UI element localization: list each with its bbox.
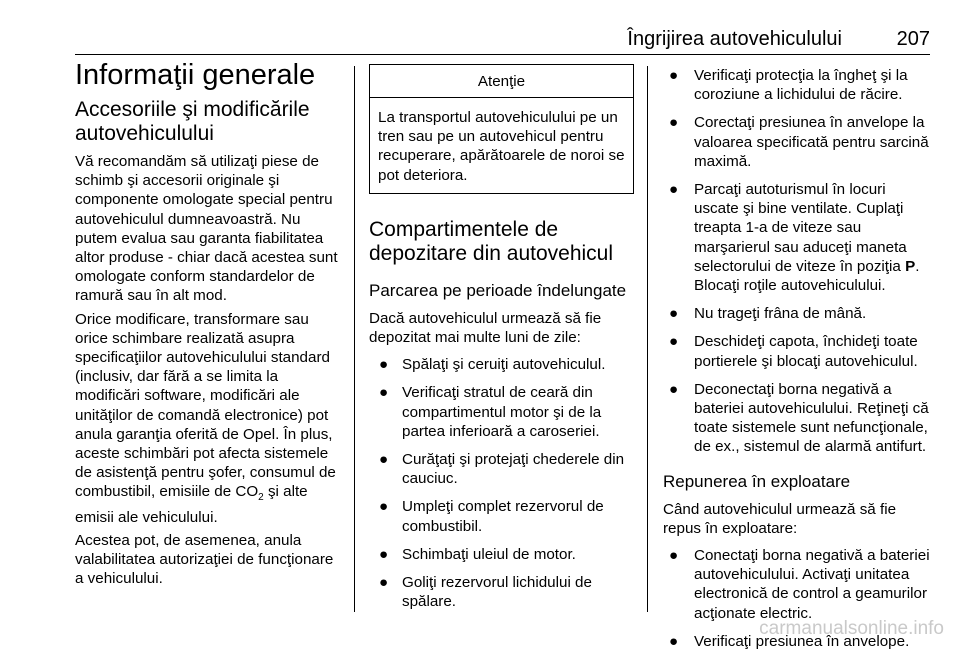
bullet-icon: ● [669, 305, 679, 323]
bullet-icon: ● [379, 498, 389, 516]
column-2 [369, 64, 634, 621]
bullet-icon: ● [379, 451, 389, 469]
list-item: ● Parcaţi autoturismul în locuri uscate şi bine ventilate. Cuplaţi treapta 1-a de viteze sau marşarierul sau aduceţi maneta selectorului de viteze în poziţia P. Blocaţi roţile autovehiculului. [669, 181, 920, 295]
section-heading-general-info: Informaţii generale [75, 59, 316, 91]
list-item: ● Verificaţi presiunea în anvelope. [669, 632, 910, 650]
bullet-icon: ● [379, 384, 389, 402]
bullet-icon: ● [669, 181, 679, 199]
modifications-text: Orice modificare, transformare sau orice schimbare realizată asupra specificaţiilor autovehiculului standard (inclusiv, dar fără a se limita la modificări software, modificări ale unităţilor de comandă electronice) pot anula garanţia oferită de Opel. În plus, aceste schimbări pot afecta sistemele de asistenţă pentru şofer, consumul de combustibil, emisiile de [75, 310, 336, 501]
paragraph-storage-intro: Dacă autovehiculul urmează să fie depozitat mai multe luni de zile: [369, 309, 602, 347]
bullet-icon: ● [379, 574, 389, 592]
bullet-icon: ● [669, 114, 679, 132]
list-item: ● Spălaţi şi ceruiţi autovehiculul. [379, 356, 606, 374]
subheading-long-parking: Parcarea pe perioade îndelungate [369, 280, 627, 300]
storage-bullet-list [369, 355, 634, 611]
bullet-icon: ● [669, 380, 679, 398]
paragraph-recommendation: Vă recomandăm să utilizaţi piese de schimb şi accesorii originale şi componente omologate special pentru autovehiculul dumneavoastră. Nu putem evalua sau garanta fiabilitatea altor produse - chiar dacă acestea sunt omologate conform standardelor de ramură sau în alt mod. [75, 153, 338, 305]
modifications-end: şi alte emisii ale vehiculului. [75, 483, 308, 526]
co2-subscript: 2 [258, 492, 264, 504]
paragraph-recommissioning-intro: Când autovehiculul urmează să fie repus în exploatare: [663, 500, 897, 537]
co2-label: CO [235, 483, 259, 501]
watermark: carmanualsonline.info [759, 618, 944, 639]
list-item: ● Nu trageţi frâna de mână. [669, 305, 867, 323]
column-1 [75, 58, 343, 593]
subheading-recommissioning: Repunerea în exploatare [663, 471, 851, 491]
gear-position-p: P [905, 257, 916, 275]
list-item: ● Umpleţi complet rezervorul de combustibil. [379, 498, 604, 535]
warning-text: La transportul autovehiculului pe un tren sau pe un autovehicul pentru recuperare, apărătoarele de noroi se pot deteriora. [378, 109, 625, 184]
bullet-icon: ● [669, 632, 679, 650]
list-item: ● Conectaţi borna negativă a bateriei autovehiculului. Activaţi unitatea electronică de control a geamurilor acţionate electric. [669, 547, 930, 622]
paragraph-authorization: Acestea pot, de asemenea, anula valabilitatea autorizaţiei de funcţionare a vehiculului. [75, 531, 334, 588]
list-item: ● Verificaţi stratul de ceară din compartimentul motor şi de la partea inferioară a caroseriei. [379, 384, 602, 440]
list-item: ● Deconectaţi borna negativă a bateriei autovehiculului. Reţineţi că toate sistemele sunt nefuncţionale, de ex., sistemul de alarmă antifurt. [669, 380, 929, 456]
page-number: 207 [896, 28, 930, 50]
warning-title: Atenţie [370, 65, 633, 98]
list-item: ● Verificaţi protecţia la îngheţ şi la coroziune a lichidului de răcire. [669, 67, 908, 104]
bullet-icon: ● [669, 333, 679, 351]
bullet-icon: ● [379, 545, 389, 563]
list-item: ● Curăţaţi şi protejaţi chederele din cauciuc. [379, 451, 625, 488]
warning-box [369, 64, 634, 194]
bullet-icon: ● [669, 67, 679, 84]
bullet-icon: ● [379, 356, 389, 374]
page-header [75, 22, 930, 55]
column-3 [663, 66, 931, 661]
paragraph-modifications [75, 310, 343, 527]
column-divider-2 [647, 66, 648, 612]
chapter-title: Îngrijirea autovehiculului [627, 28, 842, 50]
subheading-accessories: Accesoriile şi modificările autovehiculului [75, 98, 310, 145]
list-item: ● Deschideţi capota, închideţi toate portierele şi blocaţi autovehiculul. [669, 333, 918, 370]
list-item: ● Schimbaţi uleiul de motor. [379, 545, 576, 563]
section-heading-storage: Compartimentele de depozitare din autovehicul [369, 217, 614, 265]
list-item: ● Corectaţi presiunea în anvelope la valoarea specificată pentru sarcină maximă. [669, 114, 929, 170]
bullet-icon: ● [669, 547, 679, 565]
column-divider-1 [354, 66, 355, 612]
storage-bullet-list-continued [663, 66, 931, 457]
list-item: ● Goliţi rezervorul lichidului de spălare. [379, 574, 592, 611]
